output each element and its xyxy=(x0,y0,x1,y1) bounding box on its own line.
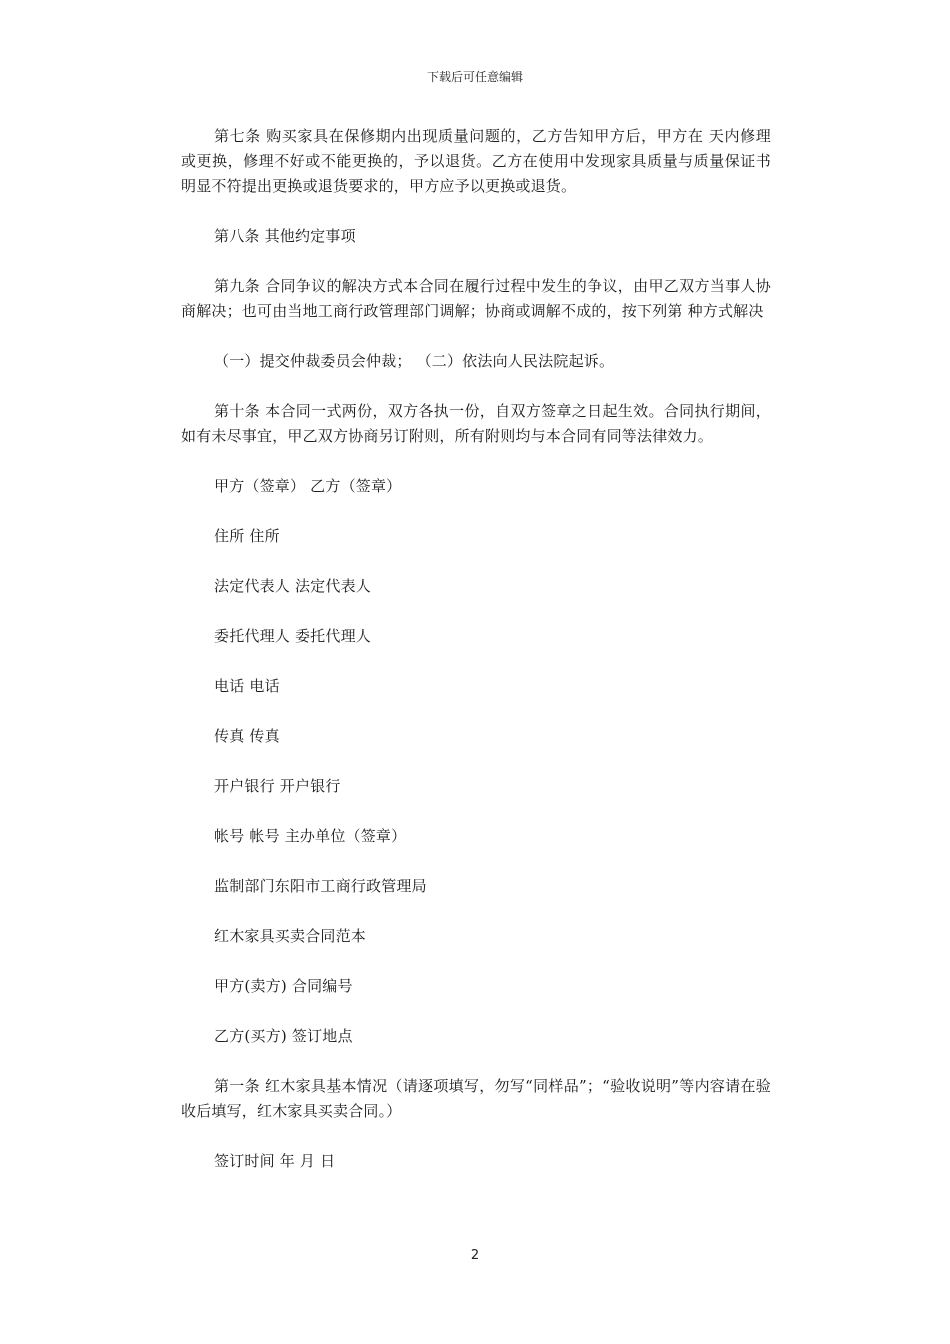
party-a-seller: 甲方(卖方) 合同编号 xyxy=(214,977,353,995)
paragraph-article-1: 第一条 红木家具基本情况（请逐项填写，勿写“同样品”；“验收说明”等内容请在验收后填写，红木家具买卖合同。） xyxy=(181,1077,771,1120)
signature-address: 住所 住所 xyxy=(214,527,280,545)
paragraph-article-8: 第八条 其他约定事项 xyxy=(214,227,356,245)
paragraph-dispute-options: （一）提交仲裁委员会仲裁； （二）依法向人民法院起诉。 xyxy=(214,352,615,370)
paragraph-article-9: 第九条 合同争议的解决方式本合同在履行过程中发生的争议，由甲乙双方当事人协商解决；也可由当地工商行政管理部门调解；协商或调解不成的，按下列第 种方式解决 xyxy=(181,277,771,320)
document-body xyxy=(181,124,771,1199)
signing-date: 签订时间 年 月 日 xyxy=(214,1152,336,1170)
supervising-dept: 监制部门东阳市工商行政管理局 xyxy=(214,877,427,895)
signature-agent: 委托代理人 委托代理人 xyxy=(214,627,371,645)
signature-bank: 开户银行 开户银行 xyxy=(214,777,341,795)
signature-fax: 传真 传真 xyxy=(214,727,280,745)
contract-title: 红木家具买卖合同范本 xyxy=(214,927,367,945)
page-header: 下载后可任意编辑 xyxy=(426,70,523,84)
signature-phone: 电话 电话 xyxy=(214,677,280,695)
signature-parties: 甲方（签章） 乙方（签章） xyxy=(214,477,402,495)
page-number: 2 xyxy=(470,1248,480,1263)
signature-legal-rep: 法定代表人 法定代表人 xyxy=(214,577,371,595)
paragraph-article-10: 第十条 本合同一式两份，双方各执一份，自双方签章之日起生效。合同执行期间，如有未尽事宜，甲乙双方协商另订附则，所有附则均与本合同有同等法律效力。 xyxy=(181,402,771,445)
signature-account: 帐号 帐号 主办单位（签章） xyxy=(214,827,407,845)
party-b-buyer: 乙方(买方) 签订地点 xyxy=(214,1027,353,1045)
paragraph-article-7: 第七条 购买家具在保修期内出现质量问题的，乙方告知甲方后，甲方在 天内修理或更换，修理不好或不能更换的，予以退货。乙方在使用中发现家具质量与质量保证书明显不符提出更换或退货要求的，甲方应予以更换或退货。 xyxy=(181,127,771,195)
